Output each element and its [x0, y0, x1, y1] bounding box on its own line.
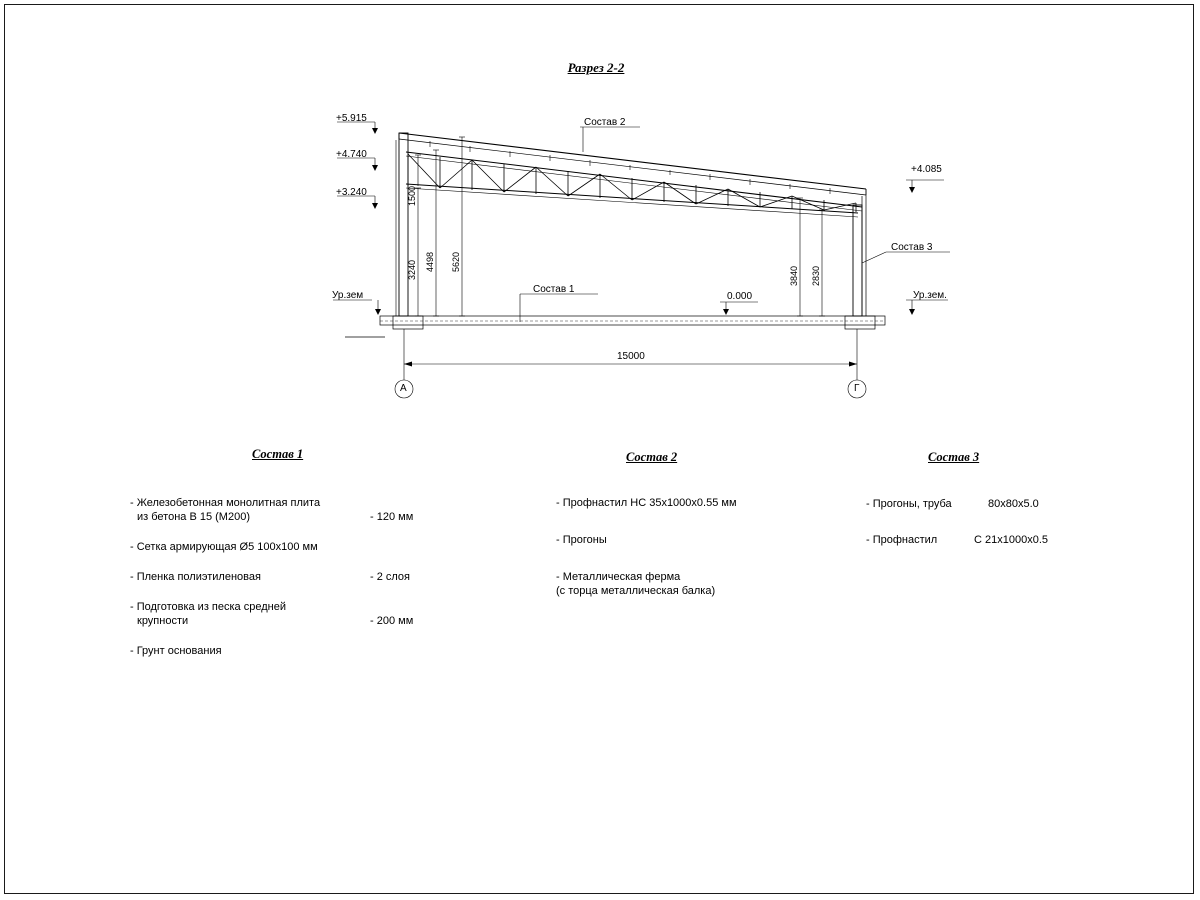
axis-label-g: Г — [854, 383, 860, 394]
legend-item-value: С 21х1000х0.5 — [974, 534, 1048, 546]
legend-item — [130, 496, 460, 524]
legend-item-sub: из бетона В 15 (М200) — [137, 511, 250, 523]
legend-title-1: Состав 1 — [252, 447, 304, 461]
legend-item — [556, 570, 856, 598]
legend-title-2: Состав 2 — [626, 450, 678, 464]
ground-level-label: Ур.зем — [332, 290, 364, 301]
legend-item-text: - Прогоны, труба — [866, 498, 952, 510]
callout-sostav-2: Состав 2 — [584, 117, 626, 128]
legend-item — [130, 540, 460, 554]
legend-block-3 — [866, 497, 1146, 560]
callout-sostav-1: Состав 1 — [533, 284, 575, 295]
legend-item-value: - 2 слоя — [370, 571, 411, 583]
legend-item-text: - Железобетонная монолитная плита — [130, 497, 321, 509]
elevation-label: +4.085 — [911, 164, 942, 175]
legend-title-3: Состав 3 — [928, 450, 980, 464]
elevation-label: +4.740 — [336, 149, 367, 160]
legend-item-text: - Сетка армирующая Ø5 100х100 мм — [130, 541, 318, 553]
legend-item-value: - 120 мм — [370, 511, 414, 523]
legend-item — [130, 600, 460, 628]
legend-item-sub: (с торца металлическая балка) — [556, 585, 716, 597]
legend-item — [130, 570, 460, 584]
dimension-label: 5620 — [451, 251, 461, 272]
axis-label-a: А — [400, 383, 407, 394]
elevation-label: +3.240 — [336, 187, 367, 198]
overall-dimension-label: 15000 — [617, 351, 645, 362]
legend-item-text: - Металлическая ферма — [556, 571, 681, 583]
legend-item-text: - Прогоны — [556, 534, 607, 546]
ground-level-label: Ур.зем. — [913, 290, 947, 301]
dimension-label: 4498 — [425, 251, 435, 272]
dimension-label: 2830 — [811, 265, 821, 286]
legend-item-sub: крупности — [137, 615, 189, 627]
dimension-label: 3240 — [407, 259, 417, 280]
dimension-label: 1500 — [407, 185, 417, 206]
legend-item-text: - Пленка полиэтиленовая — [130, 571, 261, 583]
legend-item-text: - Подготовка из песка средней — [130, 601, 286, 613]
legend-item — [866, 497, 1146, 511]
callout-sostav-3: Состав 3 — [891, 242, 933, 253]
legend-block-1 — [130, 496, 460, 671]
legend-item-text: - Профнастил — [866, 534, 938, 546]
legend-item-text: - Профнастил НС 35х1000х0.55 мм — [556, 497, 737, 509]
legend-block-2 — [556, 496, 856, 611]
legend-item-text: - Грунт основания — [130, 645, 222, 657]
legend-item-value: - 200 мм — [370, 615, 414, 627]
elevation-label: +5.915 — [336, 113, 367, 124]
legend-item-value: 80х80х5.0 — [988, 498, 1039, 510]
dimension-label: 3840 — [789, 265, 799, 286]
legend-item — [556, 496, 856, 510]
legend-item — [556, 533, 856, 547]
zero-level-label: 0.000 — [727, 291, 753, 302]
legend-item — [130, 644, 460, 658]
page-title: Разрез 2-2 — [567, 60, 625, 75]
legend-item — [866, 533, 1146, 547]
